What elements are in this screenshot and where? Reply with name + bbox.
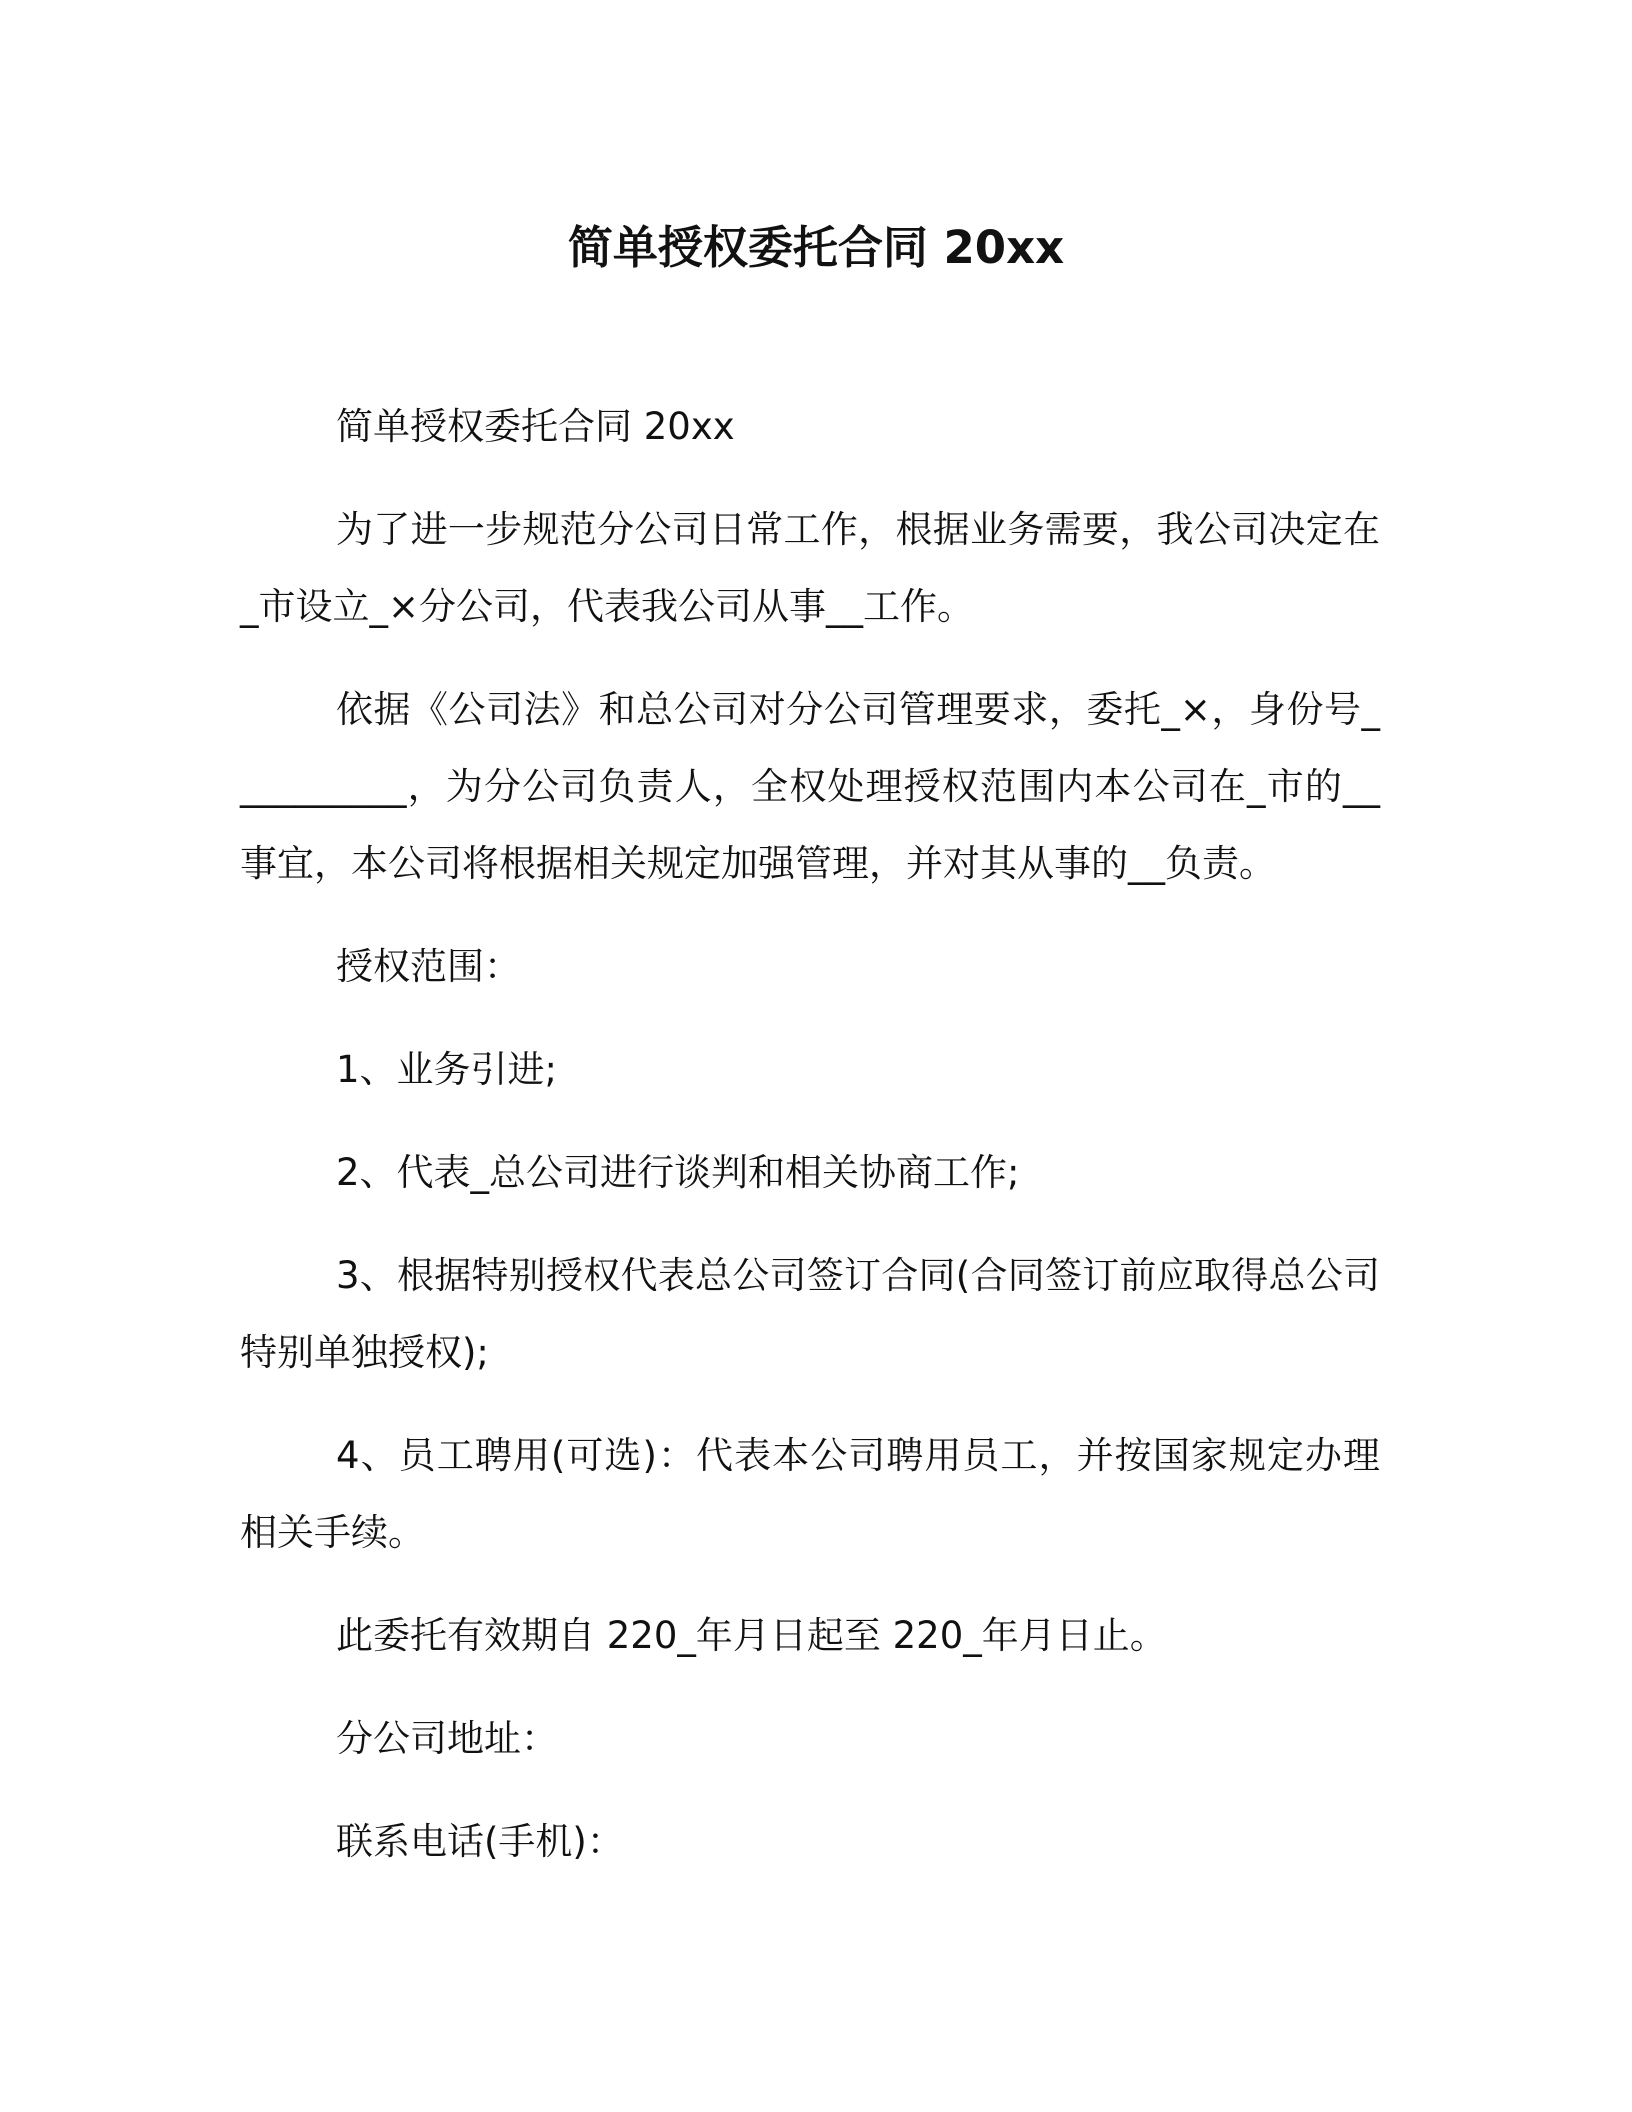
paragraph-contact-phone: 联系电话(手机)：: [336, 1820, 624, 1863]
paragraph-subtitle: 简单授权委托合同 20xx: [336, 405, 735, 448]
paragraph-branch-address: 分公司地址：: [336, 1717, 558, 1760]
paragraph-scope-item-1: 1、业务引进;: [336, 1048, 558, 1091]
paragraph-scope-item-4: 4、员工聘用(可选)：代表本公司聘用员工，并按国家规定办理相关手续。: [240, 1434, 1380, 1554]
paragraph-scope-heading: 授权范围：: [336, 945, 521, 988]
paragraph-validity: 此委托有效期自 220_年月日起至 220_年月日止。: [336, 1614, 1167, 1657]
paragraph-scope-item-2: 2、代表_总公司进行谈判和相关协商工作;: [336, 1151, 1020, 1194]
paragraph-purpose: 为了进一步规范分公司日常工作，根据业务需要，我公司决定在_市设立_×分公司，代表我公司从事__工作。: [240, 508, 1380, 628]
paragraph-scope-item-3: 3、根据特别授权代表总公司签订合同(合同签订前应取得总公司特别单独授权);: [240, 1254, 1380, 1374]
document-title: 简单授权委托合同 20xx: [567, 221, 1065, 274]
paragraph-delegation: 依据《公司法》和总公司对分公司管理要求，委托_×，身份号__________，为分公司负责人，全权处理授权范围内本公司在_市的__事宜，本公司将根据相关规定加强管理，并对其从事的__负责。: [240, 688, 1380, 885]
document-body: [240, 388, 1380, 1880]
